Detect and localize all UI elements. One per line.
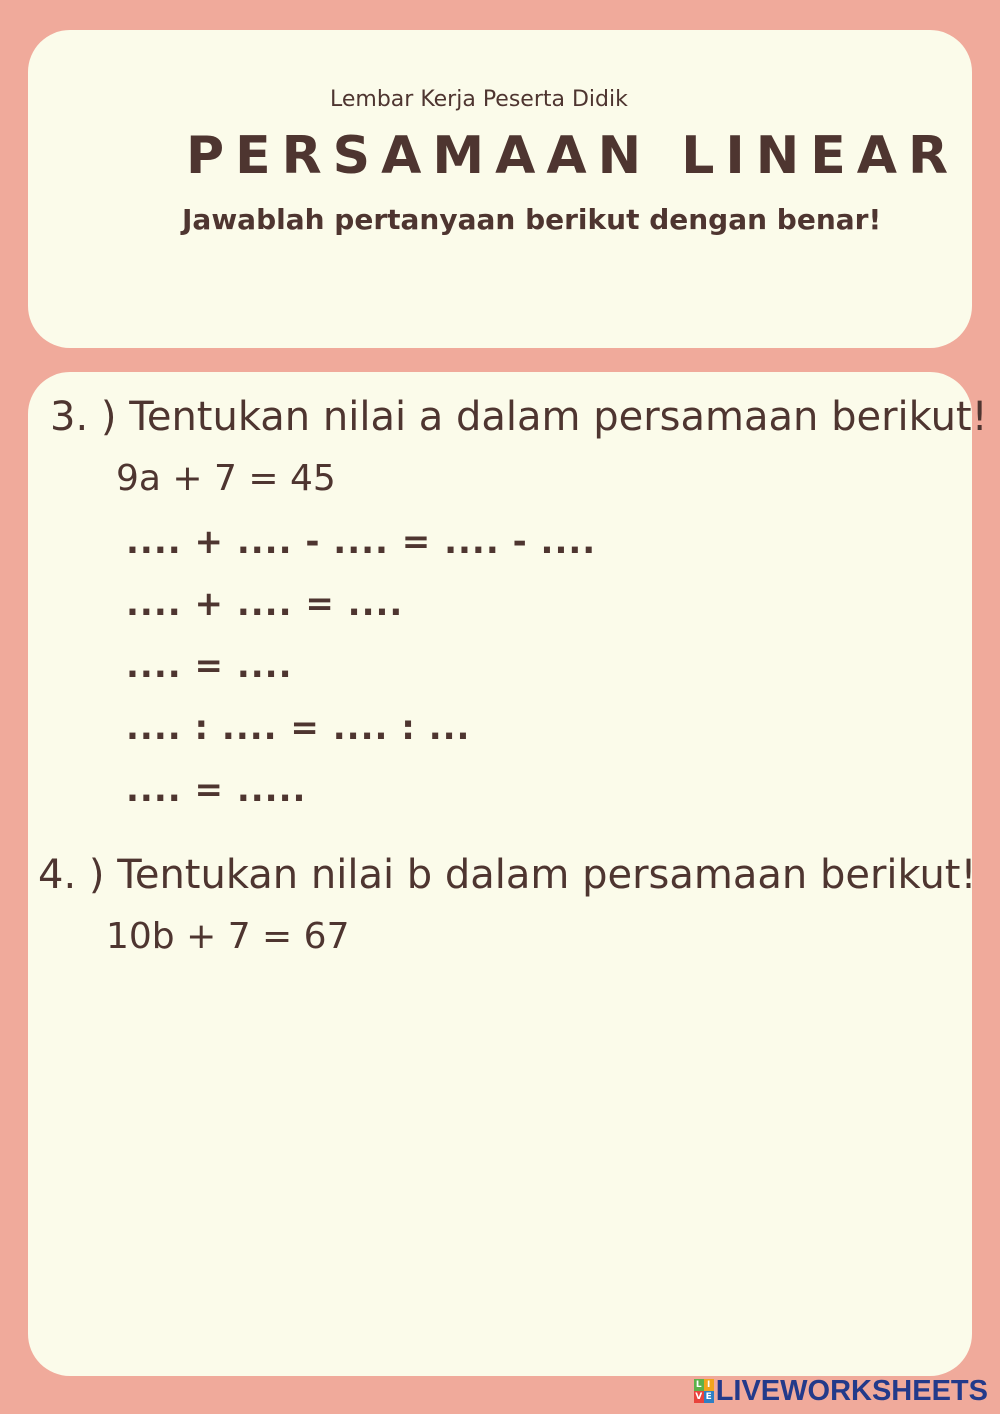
logo-letter-e: E (705, 1392, 712, 1402)
worksheet-subtitle: Lembar Kerja Peserta Didik (330, 87, 628, 112)
header-card (28, 30, 972, 348)
question-4-text: 4. ) Tentukan nilai b dalam persamaan berikut! (38, 852, 977, 898)
liveworksheets-brand (694, 1374, 988, 1408)
logo-letter-i: I (704, 1379, 714, 1391)
logo-letter-l: L (694, 1379, 704, 1391)
question-3-step-5[interactable]: .... = ..... (126, 770, 307, 810)
question-3-step-2[interactable]: .... + .... = .... (126, 584, 404, 624)
worksheet-title: PERSAMAAN LINEAR (186, 126, 960, 186)
question-3-equation: 9a + 7 = 45 (116, 458, 336, 499)
brand-name: LIVEWORKSHEETS (715, 1374, 988, 1407)
question-3-step-4[interactable]: .... : .... = .... : ... (126, 708, 471, 748)
liveworksheets-logo-icon (694, 1379, 714, 1403)
logo-letter-v: V (695, 1392, 703, 1402)
question-3-text: 3. ) Tentukan nilai a dalam persamaan berikut! (50, 394, 988, 440)
worksheet-instruction: Jawablah pertanyaan berikut dengan benar! (182, 203, 882, 236)
question-3-step-3[interactable]: .... = .... (126, 646, 293, 686)
question-4-equation: 10b + 7 = 67 (106, 916, 350, 957)
question-3-step-1[interactable]: .... + .... - .... = .... - .... (126, 522, 597, 562)
